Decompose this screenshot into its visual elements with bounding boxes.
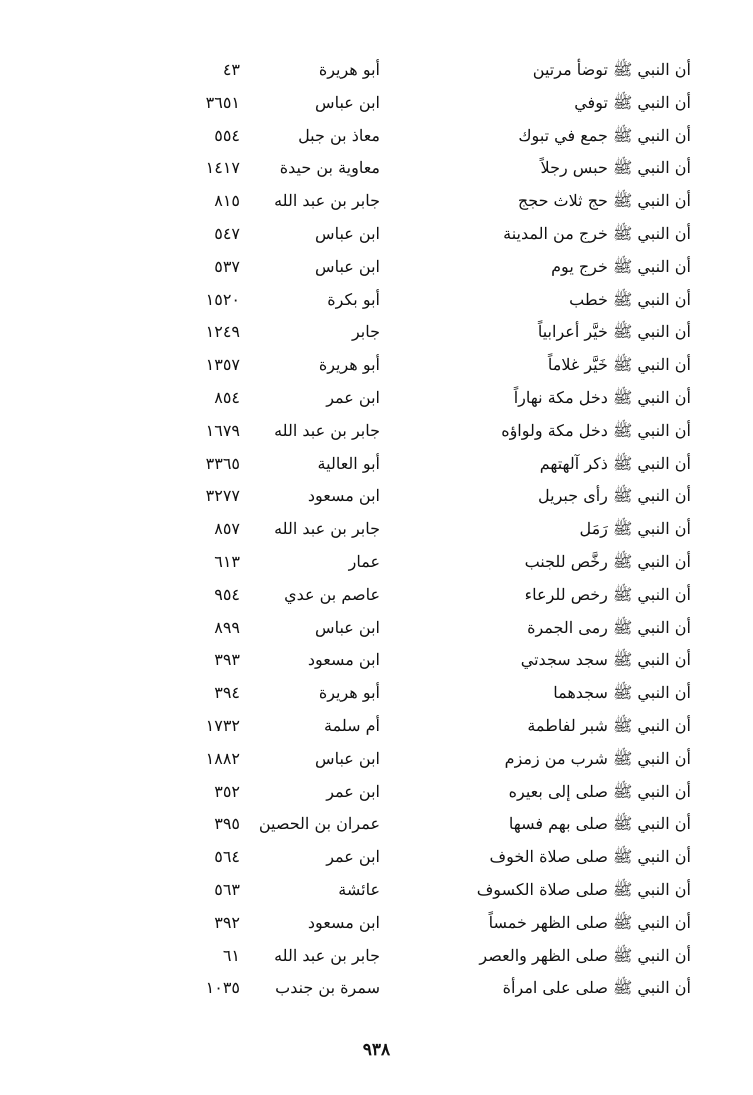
index-row <box>0 480 753 513</box>
hadith-number: ١٧٣٢ <box>205 715 240 735</box>
hadith-number: ٣٢٧٧ <box>205 486 240 506</box>
narrator-name: ابن عباس <box>315 223 380 243</box>
index-row <box>0 972 753 1005</box>
hadith-title: أن النبي ﷺ حبس رجلاً <box>540 158 691 178</box>
hadith-title: أن النبي ﷺ سجد سجدتي <box>520 650 691 670</box>
index-row <box>0 579 753 612</box>
narrator-name: معاوية بن حيدة <box>279 158 380 178</box>
index-row <box>0 120 753 153</box>
index-row <box>0 415 753 448</box>
hadith-number: ٨١٥ <box>214 191 240 211</box>
hadith-number: ٥٤٧ <box>214 223 240 243</box>
hadith-title: أن النبي ﷺ توضأ مرتين <box>532 60 691 79</box>
index-row <box>0 87 753 120</box>
hadith-title: أن النبي ﷺ ذكر آلهتهم <box>539 453 691 473</box>
index-row <box>0 710 753 743</box>
hadith-title: أن النبي ﷺ دخل مكة ولواؤه <box>501 420 691 440</box>
hadith-number: ١٦٧٩ <box>205 420 240 440</box>
hadith-number: ٥٥٤ <box>214 125 240 145</box>
hadith-number: ٣٥٢ <box>214 781 240 801</box>
hadith-title: أن النبي ﷺ صلى على امرأة <box>502 978 691 998</box>
index-row <box>0 448 753 481</box>
narrator-name: أبو هريرة <box>318 355 380 375</box>
hadith-title: أن النبي ﷺ رأى جبريل <box>538 486 691 506</box>
narrator-name: ابن عمر <box>326 847 380 867</box>
narrator-name: ابن عباس <box>315 617 380 637</box>
narrator-name: جابر بن عبد الله <box>274 519 380 539</box>
hadith-number: ٣٦٥١ <box>205 92 240 112</box>
hadith-title: أن النبي ﷺ خرج من المدينة <box>503 223 691 243</box>
narrator-name: ابن عمر <box>326 781 380 801</box>
hadith-title: أن النبي ﷺ خَيَّر غلاماً <box>547 355 691 375</box>
index-row <box>0 743 753 776</box>
narrator-name: عاصم بن عدي <box>284 584 380 604</box>
hadith-number: ١٣٥٧ <box>205 355 240 375</box>
hadith-title: أن النبي ﷺ رخص للرعاء <box>524 584 691 604</box>
narrator-name: أم سلمة <box>324 715 380 735</box>
hadith-title: أن النبي ﷺ صلى بهم فسها <box>508 814 691 834</box>
hadith-title: أن النبي ﷺ سجدهما <box>553 683 691 703</box>
hadith-title: أن النبي ﷺ خيَّر أعرابياً <box>537 322 691 342</box>
index-row <box>0 513 753 546</box>
narrator-name: سمرة بن جندب <box>275 978 380 998</box>
page-number: ٩٣٨ <box>362 1040 391 1060</box>
hadith-number: ٣٣٦٥ <box>205 453 240 473</box>
index-row <box>0 284 753 317</box>
index-row <box>0 54 753 87</box>
index-row <box>0 940 753 973</box>
narrator-name: ابن عباس <box>315 256 380 276</box>
hadith-number: ١٨٨٢ <box>205 748 240 768</box>
hadith-number: ٨٥٧ <box>214 519 240 539</box>
hadith-title: أن النبي ﷺ صلى الظهر خمساً <box>488 912 691 932</box>
narrator-name: ابن عمر <box>326 387 380 407</box>
hadith-number: ٩٥٤ <box>214 584 240 604</box>
hadith-number: ٥٦٣ <box>214 879 240 899</box>
index-row <box>0 808 753 841</box>
narrator-name: ابن عباس <box>315 92 380 112</box>
index-row <box>0 874 753 907</box>
index-row <box>0 644 753 677</box>
narrator-name: معاذ بن جبل <box>298 125 380 145</box>
hadith-title: أن النبي ﷺ صلى صلاة الكسوف <box>476 879 691 899</box>
hadith-title: أن النبي ﷺ رَمَل <box>579 519 691 539</box>
index-row <box>0 841 753 874</box>
index-row <box>0 316 753 349</box>
index-row <box>0 546 753 579</box>
hadith-title: أن النبي ﷺ صلى صلاة الخوف <box>489 847 691 867</box>
hadith-number: ٨٩٩ <box>214 617 240 637</box>
narrator-name: عمار <box>348 551 380 571</box>
hadith-number: ٣٩٤ <box>214 683 240 703</box>
narrator-name: ابن مسعود <box>307 650 380 670</box>
index-row <box>0 349 753 382</box>
index-row <box>0 907 753 940</box>
hadith-title: أن النبي ﷺ جمع في تبوك <box>518 125 691 145</box>
narrator-name: أبو هريرة <box>318 60 380 79</box>
hadith-title: أن النبي ﷺ رخَّص للجنب <box>524 551 691 571</box>
hadith-number: ٥٦٤ <box>214 847 240 867</box>
narrator-name: أبو العالية <box>317 453 380 473</box>
narrator-name: جابر بن عبد الله <box>274 420 380 440</box>
hadith-number: ٦١ <box>222 945 240 965</box>
narrator-name: أبو هريرة <box>318 683 380 703</box>
hadith-title: أن النبي ﷺ حج ثلاث حجج <box>517 191 691 211</box>
hadith-number: ٨٥٤ <box>214 387 240 407</box>
narrator-name: أبو بكرة <box>327 289 380 309</box>
hadith-title: أن النبي ﷺ توفي <box>574 92 691 112</box>
index-row <box>0 152 753 185</box>
narrator-name: ابن مسعود <box>307 912 380 932</box>
narrator-name: عمران بن الحصين <box>258 814 380 834</box>
hadith-number: ١٢٤٩ <box>205 322 240 342</box>
index-row <box>0 185 753 218</box>
narrator-name: ابن عباس <box>315 748 380 768</box>
hadith-title: أن النبي ﷺ شبر لفاطمة <box>527 715 691 735</box>
hadith-title: أن النبي ﷺ خطب <box>569 289 691 309</box>
hadith-number: ١٠٣٥ <box>205 978 240 998</box>
narrator-name: عائشة <box>338 879 380 899</box>
hadith-title: أن النبي ﷺ صلى الظهر والعصر <box>479 945 691 965</box>
hadith-number: ٤٣ <box>222 60 240 79</box>
index-row <box>0 218 753 251</box>
index-row <box>0 612 753 645</box>
hadith-title: أن النبي ﷺ صلى إلى بعيره <box>508 781 691 801</box>
index-row <box>0 251 753 284</box>
hadith-number: ٣٩٢ <box>214 912 240 932</box>
hadith-title: أن النبي ﷺ رمى الجمرة <box>527 617 691 637</box>
hadith-number: ١٥٢٠ <box>205 289 240 309</box>
narrator-name: جابر <box>351 322 380 342</box>
narrator-name: ابن مسعود <box>307 486 380 506</box>
index-row <box>0 776 753 809</box>
narrator-name: جابر بن عبد الله <box>274 191 380 211</box>
hadith-number: ٣٩٥ <box>214 814 240 834</box>
hadith-number: ٥٣٧ <box>214 256 240 276</box>
hadith-number: ٣٩٣ <box>214 650 240 670</box>
hadith-title: أن النبي ﷺ شرب من زمزم <box>504 748 691 768</box>
hadith-number: ١٤١٧ <box>205 158 240 178</box>
hadith-index-list <box>0 54 753 1005</box>
hadith-title: أن النبي ﷺ دخل مكة نهاراً <box>513 387 691 407</box>
narrator-name: جابر بن عبد الله <box>274 945 380 965</box>
index-row <box>0 382 753 415</box>
hadith-title: أن النبي ﷺ خرج يوم <box>551 256 691 276</box>
hadith-number: ٦١٣ <box>214 551 240 571</box>
index-row <box>0 677 753 710</box>
